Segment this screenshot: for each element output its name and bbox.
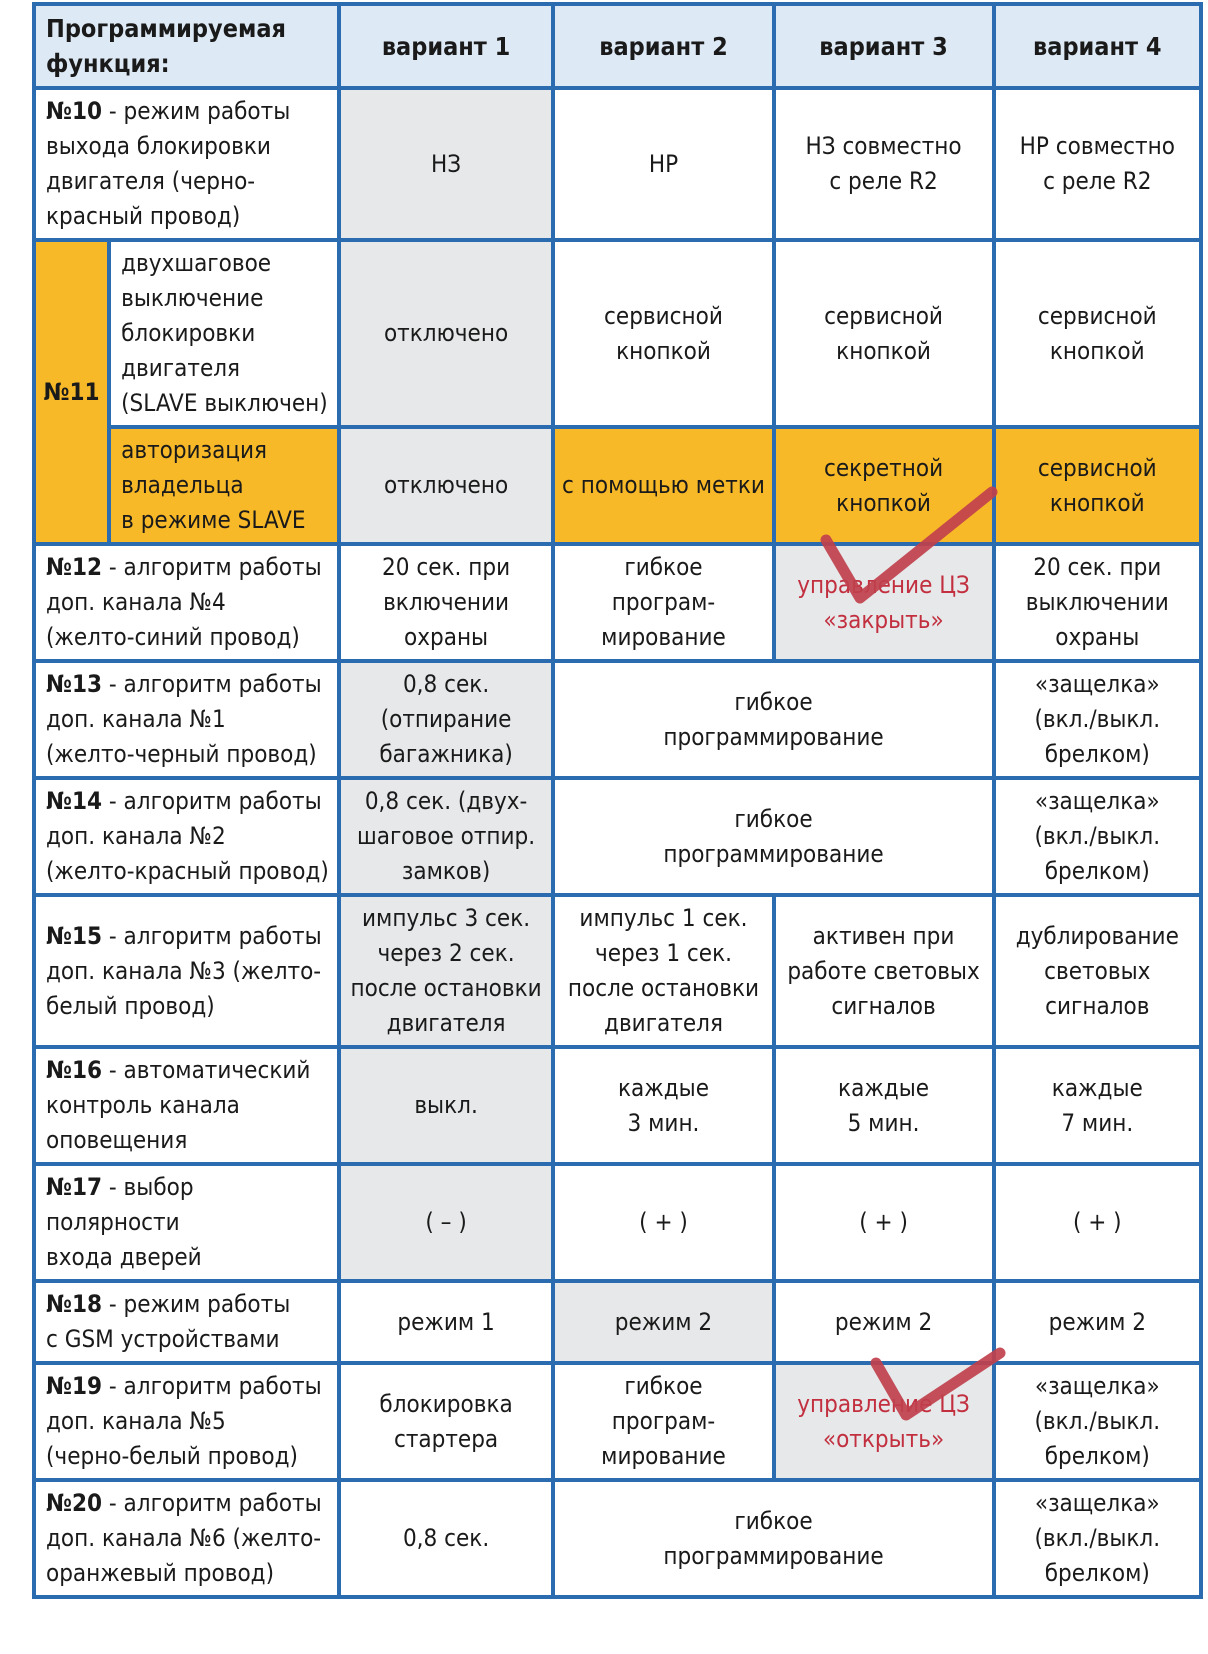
row-17-v2: ( + ) xyxy=(553,1164,773,1281)
row-19-v3: управление ЦЗ «открыть» xyxy=(774,1363,994,1480)
row-13-desc: - алгоритм работы доп. канала №1 (желто-черный провод) xyxy=(46,670,322,768)
header-variant-1: вариант 1 xyxy=(339,4,554,88)
row-17-v4: ( + ) xyxy=(994,1164,1201,1281)
row-15-desc: - алгоритм работы доп. канала №3 (желто- белый провод) xyxy=(46,921,322,1020)
row-19 xyxy=(34,1363,1201,1480)
header-variant-4: вариант 4 xyxy=(994,4,1201,88)
row-17-function xyxy=(34,1164,339,1281)
header-row xyxy=(34,4,1201,88)
row-12-v1: 20 сек. при включении охраны xyxy=(339,544,554,661)
programming-table xyxy=(32,2,1203,1599)
row-18-function xyxy=(34,1281,339,1363)
row-14-v1: 0,8 сек. (двух- шаговое отпир. замков) xyxy=(339,778,554,895)
row-14-v4: «защелка» (вкл./выкл. брелком) xyxy=(994,778,1201,895)
row-19-v4: «защелка» (вкл./выкл. брелком) xyxy=(994,1363,1201,1480)
row-11a-v3: сервисной кнопкой xyxy=(774,240,994,427)
row-15-v2: импульс 1 сек. через 1 сек. после остановки двигателя xyxy=(553,895,773,1047)
header-variant-2: вариант 2 xyxy=(553,4,773,88)
row-16-function xyxy=(34,1047,339,1164)
row-13-v1: 0,8 сек. (отпирание багажника) xyxy=(339,661,554,778)
row-11a-v2: сервисной кнопкой xyxy=(553,240,773,427)
row-11b-v2: с помощью метки xyxy=(553,427,773,544)
row-15-function xyxy=(34,895,339,1047)
row-19-desc: - алгоритм работы доп. канала №5 (черно-белый провод) xyxy=(46,1372,322,1470)
row-19-number: №19 xyxy=(46,1372,103,1400)
row-10-v2: НР xyxy=(553,88,773,240)
row-11a xyxy=(34,240,1201,427)
row-20-v23: гибкое программирование xyxy=(553,1480,993,1597)
row-12-v4: 20 сек. при выключении охраны xyxy=(994,544,1201,661)
row-14-v23: гибкое программирование xyxy=(553,778,993,895)
row-18-v3: режим 2 xyxy=(774,1281,994,1363)
row-14 xyxy=(34,778,1201,895)
row-16-v1: выкл. xyxy=(339,1047,554,1164)
row-16-number: №16 xyxy=(46,1056,103,1084)
row-19-v1: блокировка стартера xyxy=(339,1363,554,1480)
row-14-desc: - алгоритм работы доп. канала №2 (желто-красный провод) xyxy=(46,787,329,885)
row-20-v1: 0,8 сек. xyxy=(339,1480,554,1597)
row-11-number: №11 xyxy=(34,240,109,544)
row-12-desc: - алгоритм работы доп. канала №4 (желто-синий провод) xyxy=(46,553,322,651)
header-function: Программируемая функция: xyxy=(34,4,339,88)
row-11b-v3: секретной кнопкой xyxy=(774,427,994,544)
row-16-desc: - автоматический контроль канала оповещения xyxy=(46,1056,311,1154)
row-15-v3: активен при работе световых сигналов xyxy=(774,895,994,1047)
row-13-v23: гибкое программирование xyxy=(553,661,993,778)
row-10-v4: НР совместно с реле R2 xyxy=(994,88,1201,240)
row-13-number: №13 xyxy=(46,670,103,698)
row-12-v3: управление ЦЗ «закрыть» xyxy=(774,544,994,661)
row-10-v1: НЗ xyxy=(339,88,554,240)
row-14-function xyxy=(34,778,339,895)
row-10-desc: - режим работы выхода блокировки двигателя (черно- красный провод) xyxy=(46,97,291,230)
row-13-function xyxy=(34,661,339,778)
row-20 xyxy=(34,1480,1201,1597)
row-18-v2: режим 2 xyxy=(553,1281,773,1363)
row-15-number: №15 xyxy=(46,921,103,950)
row-17-number: №17 xyxy=(46,1173,103,1201)
header-variant-3: вариант 3 xyxy=(774,4,994,88)
row-16-v2: каждые 3 мин. xyxy=(553,1047,773,1164)
row-18-number: №18 xyxy=(46,1290,103,1318)
row-17-v3: ( + ) xyxy=(774,1164,994,1281)
row-17 xyxy=(34,1164,1201,1281)
row-11b-desc: авторизация владельца в режиме SLAVE xyxy=(109,427,339,544)
row-18-v1: режим 1 xyxy=(339,1281,554,1363)
row-16 xyxy=(34,1047,1201,1164)
row-20-v4: «защелка» (вкл./выкл. брелком) xyxy=(994,1480,1201,1597)
row-11b-v4: сервисной кнопкой xyxy=(994,427,1201,544)
row-12-number: №12 xyxy=(46,553,103,581)
row-12 xyxy=(34,544,1201,661)
row-13 xyxy=(34,661,1201,778)
row-20-desc: - алгоритм работы доп. канала №6 (желто- оранжевый провод) xyxy=(46,1489,322,1587)
row-18 xyxy=(34,1281,1201,1363)
row-19-function xyxy=(34,1363,339,1480)
row-11a-v4: сервисной кнопкой xyxy=(994,240,1201,427)
row-10-function xyxy=(34,88,339,240)
row-16-v4: каждые 7 мин. xyxy=(994,1047,1201,1164)
row-20-function xyxy=(34,1480,339,1597)
row-14-number: №14 xyxy=(46,787,103,815)
row-11a-v1: отключено xyxy=(339,240,554,427)
row-10 xyxy=(34,88,1201,240)
row-10-v3: НЗ совместно с реле R2 xyxy=(774,88,994,240)
row-15 xyxy=(34,895,1201,1047)
row-12-v2: гибкое програм- мирование xyxy=(553,544,773,661)
row-10-number: №10 xyxy=(46,97,103,125)
row-18-v4: режим 2 xyxy=(994,1281,1201,1363)
row-12-function xyxy=(34,544,339,661)
row-11a-desc: двухшаговое выключение блокировки двигателя (SLAVE выключен) xyxy=(109,240,339,427)
row-15-v1: импульс 3 сек. через 2 сек. после остановки двигателя xyxy=(339,895,554,1047)
row-13-v4: «защелка» (вкл./выкл. брелком) xyxy=(994,661,1201,778)
row-16-v3: каждые 5 мин. xyxy=(774,1047,994,1164)
row-11b xyxy=(34,427,1201,544)
row-20-number: №20 xyxy=(46,1489,103,1517)
row-17-desc: - выбор полярности входа дверей xyxy=(46,1173,202,1271)
row-17-v1: ( – ) xyxy=(339,1164,554,1281)
row-18-desc: - режим работы с GSM устройствами xyxy=(46,1290,291,1353)
row-19-v2: гибкое програм- мирование xyxy=(553,1363,773,1480)
row-15-v4: дублирование световых сигналов xyxy=(994,895,1201,1047)
row-11b-v1: отключено xyxy=(339,427,554,544)
